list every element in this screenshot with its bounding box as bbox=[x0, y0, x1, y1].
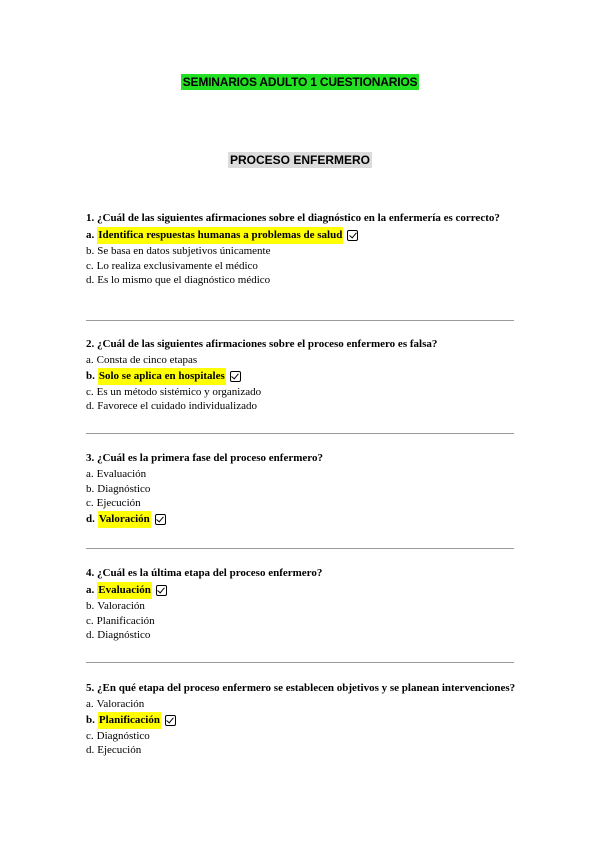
answer-option bbox=[86, 599, 516, 614]
option-letter: a. bbox=[86, 584, 95, 596]
answer-option bbox=[86, 743, 516, 758]
divider bbox=[86, 548, 514, 549]
option-text: Valoración bbox=[98, 511, 151, 528]
option-letter: b. bbox=[86, 600, 95, 612]
document-title-text: SEMINARIOS ADULTO 1 CUESTIONARIOS bbox=[182, 75, 418, 89]
document-title bbox=[0, 73, 600, 91]
option-text: Es lo mismo que el diagnóstico médico bbox=[97, 274, 271, 286]
option-text: Evaluación bbox=[97, 582, 152, 599]
question-text: 4. ¿Cuál es la última etapa del proceso enfermero? bbox=[86, 567, 323, 579]
divider bbox=[86, 662, 514, 663]
option-letter: c. bbox=[86, 497, 94, 509]
checkbox-checked-icon bbox=[165, 715, 176, 726]
checkbox-checked-icon bbox=[347, 230, 358, 241]
option-letter: d. bbox=[86, 400, 95, 412]
option-text: Evaluación bbox=[96, 468, 147, 480]
option-text: Diagnóstico bbox=[97, 482, 151, 495]
correct-option bbox=[86, 368, 516, 385]
option-letter: d. bbox=[86, 512, 95, 525]
section-title-text: PROCESO ENFERMERO bbox=[229, 153, 370, 167]
option-letter: a. bbox=[86, 229, 95, 241]
answer-option bbox=[86, 259, 516, 274]
option-text: Diagnóstico bbox=[96, 729, 150, 742]
option-letter: b. bbox=[86, 713, 95, 726]
option-letter: a. bbox=[86, 354, 94, 366]
answer-option bbox=[86, 697, 516, 712]
answer-option bbox=[86, 273, 516, 288]
answer-option bbox=[86, 244, 516, 259]
option-text: Es un método sistémico y organizado bbox=[96, 385, 262, 398]
option-text: Planificación bbox=[96, 614, 155, 627]
answer-option bbox=[86, 399, 516, 414]
checkbox-checked-icon bbox=[156, 585, 167, 596]
answer-option bbox=[86, 385, 516, 400]
option-text: Favorece el cuidado individualizado bbox=[97, 400, 257, 412]
option-text: Valoración bbox=[97, 600, 145, 612]
option-letter: b. bbox=[86, 369, 95, 382]
option-letter: b. bbox=[86, 482, 95, 495]
divider bbox=[86, 320, 514, 321]
answer-option bbox=[86, 729, 516, 744]
option-letter: c. bbox=[86, 385, 94, 398]
option-letter: c. bbox=[86, 259, 94, 272]
option-letter: d. bbox=[86, 744, 95, 756]
answer-option bbox=[86, 467, 516, 482]
option-letter: c. bbox=[86, 614, 94, 627]
correct-option bbox=[86, 227, 516, 244]
option-text: Consta de cinco etapas bbox=[96, 354, 198, 366]
checkbox-checked-icon bbox=[230, 371, 241, 382]
question-text: 1. ¿Cuál de las siguientes afirmaciones sobre el diagnóstico en la enfermería es correcto? bbox=[86, 212, 500, 224]
correct-option bbox=[86, 582, 516, 599]
answer-option bbox=[86, 628, 516, 643]
option-letter: d. bbox=[86, 629, 95, 641]
correct-option bbox=[86, 511, 516, 528]
divider bbox=[86, 433, 514, 434]
option-text: Se basa en datos subjetivos únicamente bbox=[97, 245, 271, 257]
option-text: Solo se aplica en hospitales bbox=[98, 368, 226, 385]
question-5 bbox=[86, 682, 516, 758]
option-text: Planificación bbox=[98, 712, 161, 729]
option-text: Lo realiza exclusivamente el médico bbox=[96, 259, 258, 272]
answer-option bbox=[86, 353, 516, 368]
answer-option bbox=[86, 614, 516, 629]
option-text: Valoración bbox=[96, 698, 145, 710]
correct-option bbox=[86, 712, 516, 729]
option-letter: d. bbox=[86, 274, 95, 286]
question-text: 5. ¿En qué etapa del proceso enfermero se establecen objetivos y se planean intervenciones? bbox=[86, 682, 516, 694]
question-1 bbox=[86, 212, 516, 288]
option-letter: b. bbox=[86, 245, 95, 257]
option-text: Ejecución bbox=[97, 744, 142, 756]
section-title bbox=[0, 151, 600, 169]
answer-option bbox=[86, 482, 516, 497]
question-3 bbox=[86, 452, 516, 528]
option-text: Identifica respuestas humanas a problemas de salud bbox=[97, 227, 343, 244]
question-text: 2. ¿Cuál de las siguientes afirmaciones sobre el proceso enfermero es falsa? bbox=[86, 338, 438, 350]
question-4 bbox=[86, 567, 516, 643]
option-letter: a. bbox=[86, 698, 94, 710]
option-letter: c. bbox=[86, 729, 94, 742]
answer-option bbox=[86, 496, 516, 511]
question-2 bbox=[86, 338, 516, 414]
option-text: Diagnóstico bbox=[97, 629, 151, 641]
question-text: 3. ¿Cuál es la primera fase del proceso enfermero? bbox=[86, 452, 323, 464]
checkbox-checked-icon bbox=[155, 514, 166, 525]
option-letter: a. bbox=[86, 468, 94, 480]
option-text: Ejecución bbox=[96, 497, 141, 509]
